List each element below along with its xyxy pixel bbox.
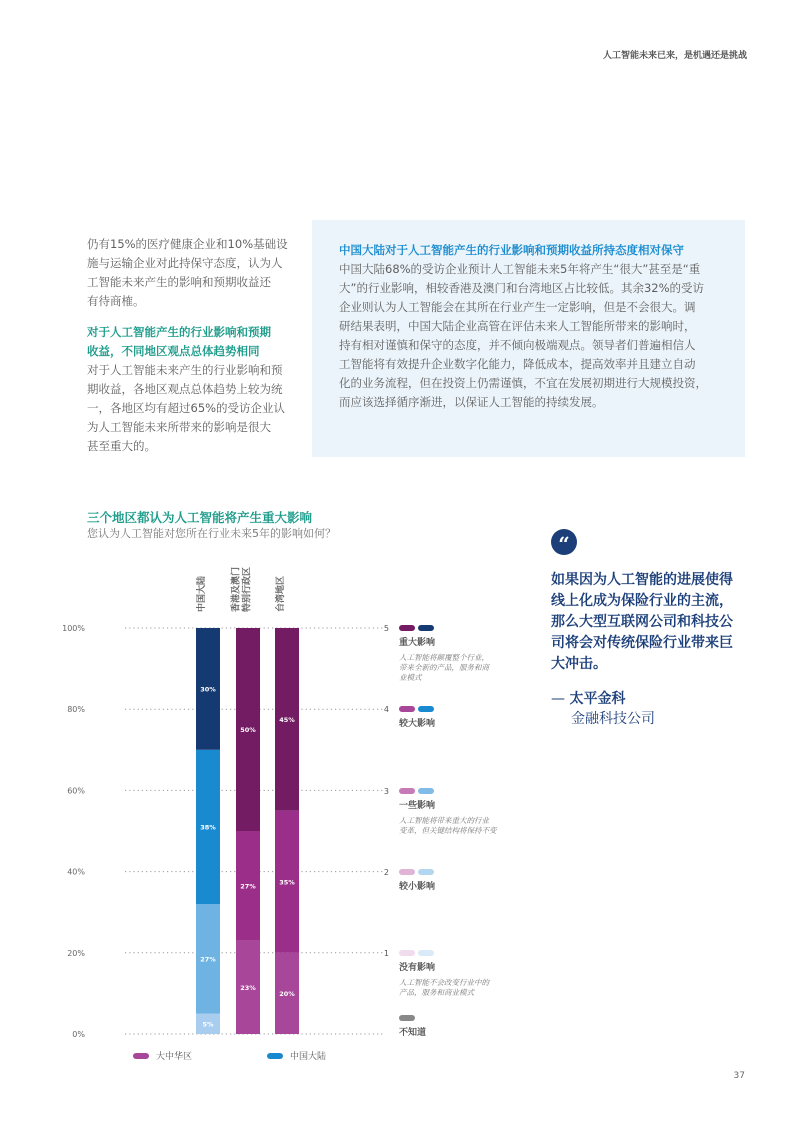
scale-swatch xyxy=(399,950,415,956)
chart-subtitle: 您认为人工智能对您所在行业未来5年的影响如何？ xyxy=(87,527,336,540)
scale-swatch xyxy=(418,869,434,875)
y-tick-label: 20% xyxy=(67,948,85,958)
page-number: 37 xyxy=(733,1071,745,1081)
data-label: 20% xyxy=(279,989,295,998)
scale-title: 较小影响 xyxy=(399,882,436,892)
scale-description: 带来全新的产品，服务和商 xyxy=(399,663,489,672)
data-label: 50% xyxy=(240,726,256,734)
data-label: 45% xyxy=(279,715,295,724)
category-label: 特别行政区 xyxy=(242,566,253,612)
scale-swatch xyxy=(399,706,415,712)
y-tick-label: 60% xyxy=(67,786,85,796)
quote-author: — 太平金科 xyxy=(551,691,626,707)
left-paragraph-2: 对于人工智能未来产生的行业影响和预 期收益，各地区观点总体趋势上较为统 一，各地区均有超过65%的受访企业认 为人工智能未来所带来的影响是很大 甚至重大的。 xyxy=(87,363,286,453)
scale-swatch xyxy=(399,869,415,875)
left-heading: 对于人工智能产生的行业影响和预期 收益，不同地区观点总体趋势相同 xyxy=(87,325,271,358)
scale-title: 没有影响 xyxy=(399,963,436,973)
data-label: 27% xyxy=(240,882,256,891)
scale-swatch xyxy=(418,950,434,956)
data-label: 5% xyxy=(202,1020,214,1029)
scale-level: 2 xyxy=(383,868,389,877)
scale-title: 重大影响 xyxy=(399,638,436,648)
scale-title: 较大影响 xyxy=(399,719,436,729)
data-label: 27% xyxy=(200,955,216,964)
legend-label: 中国大陆 xyxy=(290,1052,327,1062)
y-tick-label: 0% xyxy=(72,1030,85,1039)
scale-description: 业模式 xyxy=(399,673,422,682)
y-tick-label: 40% xyxy=(67,867,85,877)
y-tick-label: 80% xyxy=(67,705,85,715)
scale-swatch xyxy=(418,788,434,794)
y-tick-label: 100% xyxy=(62,624,85,633)
scale-swatch xyxy=(399,625,415,631)
data-label: 35% xyxy=(279,878,295,887)
category-label: 台湾地区 xyxy=(276,575,286,612)
scale-swatch xyxy=(418,706,434,712)
scale-level: 4 xyxy=(383,705,389,714)
scale-description: 人工智能不会改变行业中的 xyxy=(399,978,489,987)
data-label: 23% xyxy=(240,983,256,992)
scale-description: 变革，但关键结构将保持不变 xyxy=(399,826,497,835)
scale-description: 人工智能将带来重大的行业 xyxy=(399,816,489,825)
scale-title: 不知道 xyxy=(399,1028,427,1038)
running-header: 人工智能未来已来，是机遇还是挑战 xyxy=(602,51,747,61)
chart-title: 三个地区都认为人工智能将产生重大影响 xyxy=(87,510,313,525)
scale-swatch xyxy=(399,1015,415,1021)
legend-swatch xyxy=(133,1053,149,1059)
legend-label: 大中华区 xyxy=(156,1052,193,1062)
category-label: 中国大陆 xyxy=(197,575,207,612)
highlight-paragraph: 中国大陆68%的受访企业预计人工智能未来5年将产生“很大”甚至是“重 大”的行业影响，相较香港及澳门和台湾地区占比较低。其余32%的受访 企业则认为人工智能会在其所在行业产生一定影响，但是不会很大。调 研结果表明，中国大陆企业高管在评估未来人工智能所带来的影响时， 持有相对谨慎和保守的态度，并不倾向极端观点。领导者们普遍相信人 工智能将有效提升企业数字化能力，降低成本，提高效率并且建立自动 化的业务流程，但在投资上仍需谨慎，不宜在发展初期进行大规模投资， 而应该选择循序渐进，以保证人工智能的持续发展。 xyxy=(339,262,707,409)
category-label: 香港及澳门 xyxy=(231,566,242,612)
legend-swatch xyxy=(267,1053,283,1059)
quote-text: 如果因为人工智能的进展使得 线上化成为保险行业的主流， 那么大型互联网公司和科技公 司将会对传统保险行业带来巨 大冲击。 xyxy=(551,572,733,672)
scale-title: 一些影响 xyxy=(399,801,436,811)
left-paragraph-1: 仍有15%的医疗健康企业和10%基础设 施与运输企业对此持保守态度，认为人 工智能未来产生的影响和预期收益还 有待商榷。 xyxy=(87,237,288,308)
scale-description: 人工智能将颠覆整个行业， xyxy=(399,653,489,662)
data-label: 30% xyxy=(200,685,216,694)
scale-swatch xyxy=(418,625,434,631)
scale-description: 产品，服务和商业模式 xyxy=(399,988,474,997)
scale-level: 3 xyxy=(383,787,389,796)
scale-swatch xyxy=(399,788,415,794)
scale-level: 5 xyxy=(383,624,389,633)
highlight-heading: 中国大陆对于人工智能产生的行业影响和预期收益所持态度相对保守 xyxy=(339,243,684,257)
quote-organization: 金融科技公司 xyxy=(571,711,655,727)
data-label: 38% xyxy=(200,823,216,832)
quote-icon: “ xyxy=(551,529,577,555)
scale-level: 1 xyxy=(383,949,389,958)
